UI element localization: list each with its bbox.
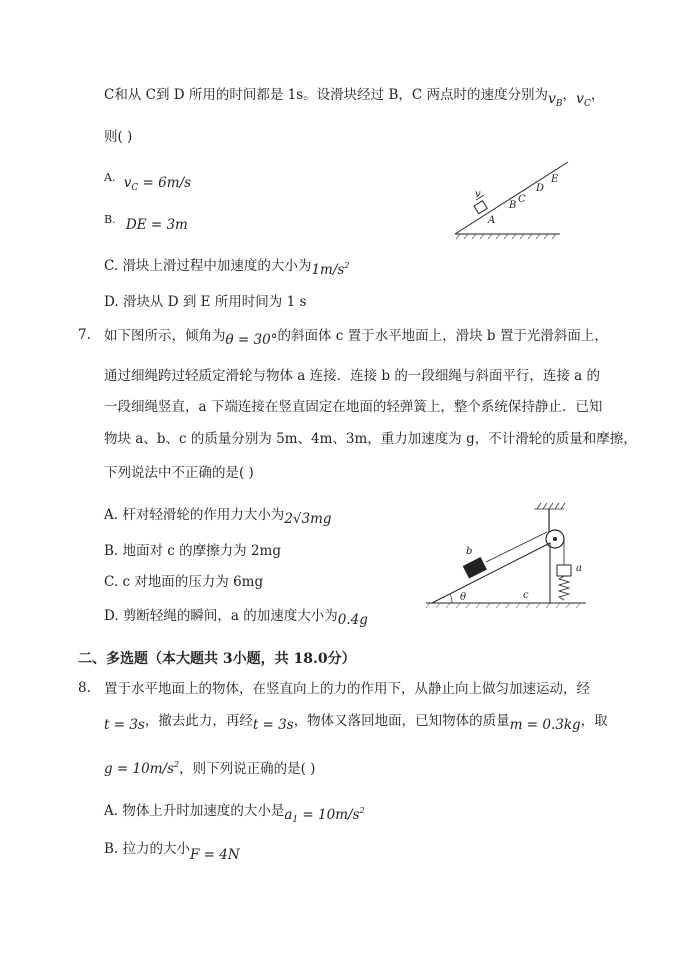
- q7-line1: 如下图所示，倾角为θ = 30°的斜面体 c 置于水平地面上，滑块 b 置于光滑斜面上，: [104, 328, 608, 348]
- label-theta: θ: [460, 592, 467, 603]
- q7-number: 7.: [78, 327, 91, 343]
- label-C: C: [518, 194, 526, 205]
- q6-intro-text: C和从 C到 D 所用的时间都是 1s。设滑块经过 B，C 两点时的速度分别为: [104, 87, 548, 103]
- incline-c: [432, 543, 550, 603]
- rope-b: [486, 532, 547, 562]
- q8-line2: t = 3s，撤去此力，再经t = 3s，物体又落回地面，已知物体的质量m = 0.3kg，取: [104, 713, 608, 733]
- q7-option-a: A. 杆对轻滑轮的作用力大小为2√3mg: [104, 507, 332, 527]
- angle-arc: [450, 594, 452, 603]
- q8-option-a: A. 物体上升时加速度的大小是$a_1 = 10m/s^2$: [104, 803, 365, 825]
- q6-intro-line2: 则( ): [104, 129, 133, 145]
- label-v: v: [475, 189, 481, 200]
- q6-intro-line1: C和从 C到 D 所用的时间都是 1s。设滑块经过 B，C 两点时的速度分别为$v_B$，$v_C$，: [104, 87, 605, 109]
- q7-option-d: D. 剪断轻绳的瞬间，a 的加速度大小为0.4g: [104, 608, 368, 628]
- q7-option-c: C. c 对地面的压力为 6mg: [104, 574, 264, 590]
- label-B: B: [509, 200, 517, 211]
- q6-option-b: B. DE = 3m: [104, 213, 188, 233]
- q8-line1: 置于水平地面上的物体，在竖直向上的力的作用下，从静止向上做匀加速运动，经: [104, 681, 590, 697]
- q7-line5: 下列说法中不正确的是( ): [104, 465, 254, 481]
- q7-pulley-figure: [426, 499, 596, 614]
- ground-hatch: [456, 234, 556, 239]
- label-b: b: [466, 546, 473, 557]
- q6-option-c: C. 滑块上滑过程中加速度的大小为$1m/s^2$: [104, 258, 350, 278]
- q8-line3: $g = 10m/s^2$，则下列说正确的是( ): [104, 760, 316, 777]
- label-c: c: [523, 590, 529, 601]
- q6-vB: $v_B$: [548, 91, 563, 109]
- q7-line4: 物块 a、b、c 的质量分别为 5m、4m、3m，重力加速度为 g，不计滑轮的质量和摩擦，: [104, 431, 637, 447]
- incline-line: [455, 162, 568, 234]
- sliding-block: [474, 201, 487, 214]
- spring: [559, 576, 569, 600]
- label-A: A: [488, 215, 496, 226]
- q7-line3: 一段细绳竖直，a 下端连接在竖直固定在地面的轻弹簧上，整个系统保持静止．已知: [104, 399, 603, 415]
- q6-incline-figure: [450, 156, 580, 246]
- ceiling-hatch: [534, 503, 565, 509]
- section-title: 二、多选题（本大题共 3小题，共 18.0分）: [78, 651, 356, 667]
- q6-option-a: A. $v_C = 6m/s$: [104, 171, 192, 193]
- label-E: E: [551, 174, 559, 185]
- q7-line2: 通过细绳跨过轻质定滑轮与物体 a 连接．连接 b 的一段细绳与斜面平行，连接 a 的: [104, 368, 600, 384]
- block-b: [463, 557, 487, 579]
- q8-number: 8.: [78, 680, 91, 696]
- q6-vC: $v_C$: [576, 91, 591, 109]
- label-D: D: [536, 183, 545, 194]
- q6-option-d: D. 滑块从 D 到 E 所用时间为 1 s: [104, 294, 307, 310]
- label-a: a: [576, 563, 582, 574]
- block-a: [557, 565, 571, 576]
- q8-option-b: B. 拉力的大小F = 4N: [104, 841, 240, 863]
- q7-option-b: B. 地面对 c 的摩擦力为 2mg: [104, 543, 281, 559]
